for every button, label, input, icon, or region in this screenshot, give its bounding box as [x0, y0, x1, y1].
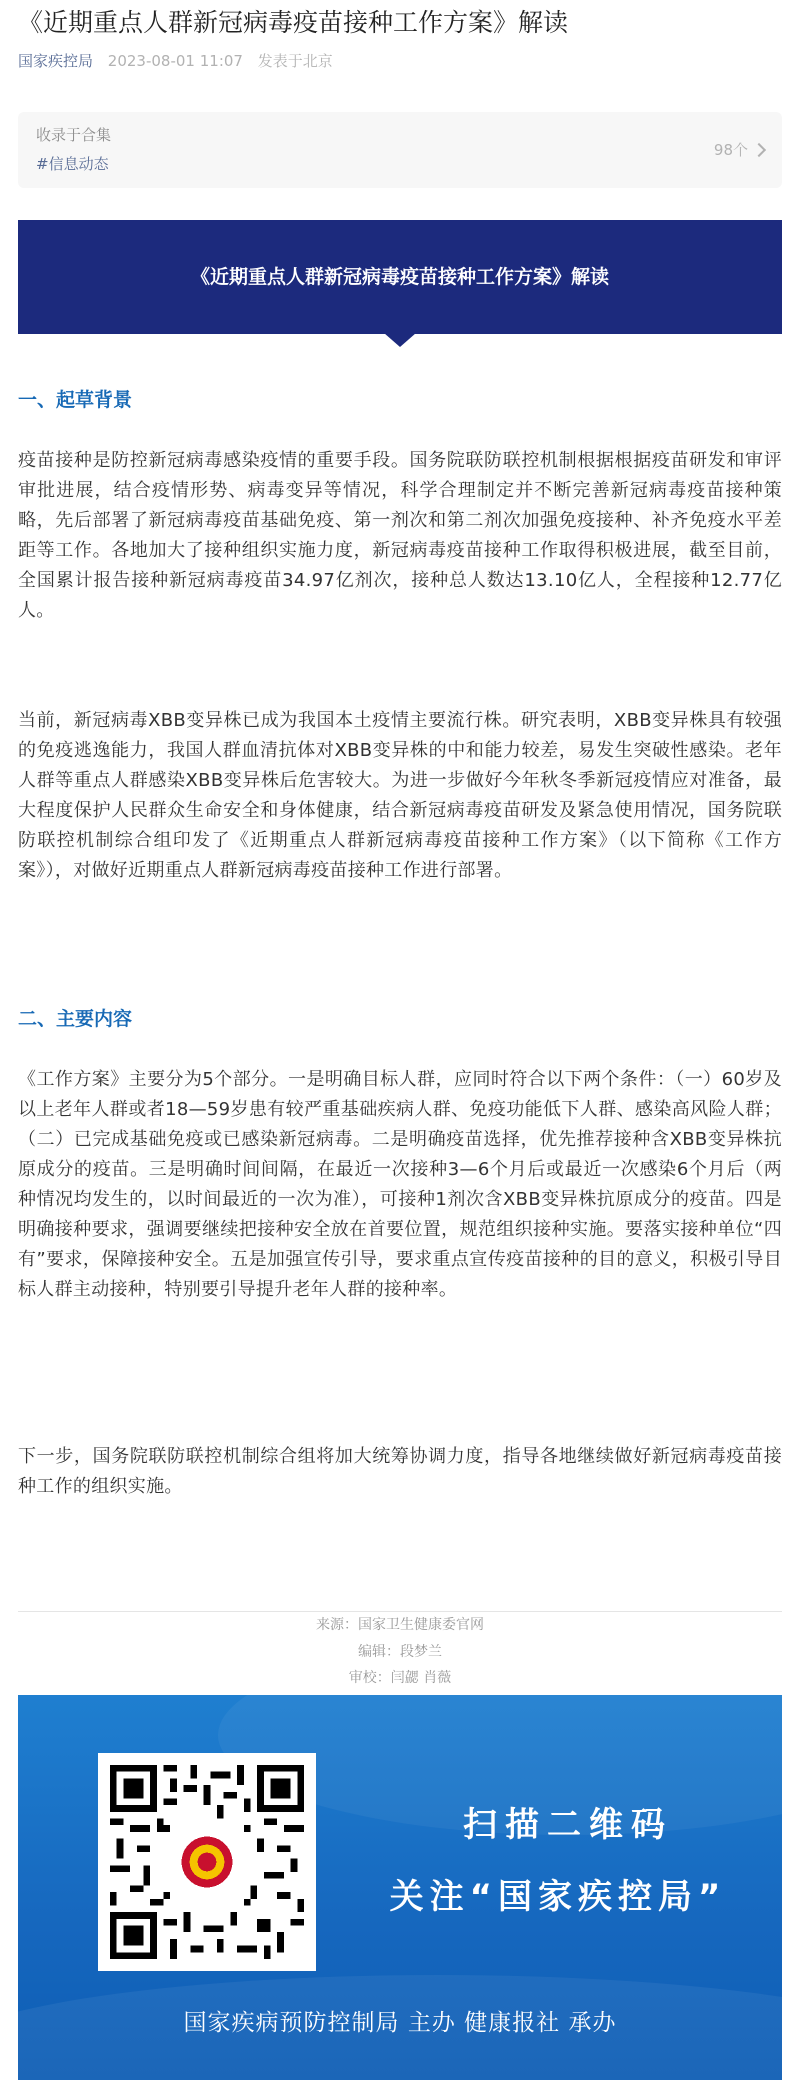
- banner-pointer-decoration: [384, 333, 416, 347]
- scan-qr-text: 扫描二维码: [463, 1805, 673, 1845]
- author-link[interactable]: 国家疾控局: [18, 52, 94, 70]
- footer-divider: [18, 1611, 782, 1612]
- paragraph: 下一步，国务院联防联控机制综合组将加大统筹协调力度，指导各地继续做好新冠病毒疫苗接种工作的组织实施。: [18, 1446, 782, 1497]
- article-title: 《近期重点人群新冠病毒疫苗接种工作方案》解读: [18, 8, 569, 37]
- section-heading-content: 二、主要内容: [18, 1008, 133, 1030]
- reviewer-credit: 审校：闫勰 肖薇: [348, 1670, 452, 1686]
- editor-credit: 编辑：段梦兰: [358, 1644, 442, 1660]
- chevron-right-icon: [752, 143, 766, 157]
- collection-label: 收录于合集: [36, 126, 112, 144]
- qr-code-icon: [110, 1765, 304, 1959]
- publish-location: 发表于北京: [257, 52, 333, 70]
- qr-code[interactable]: [98, 1753, 316, 1971]
- collection-tag[interactable]: #信息动态: [36, 155, 109, 173]
- collection-count: 98个: [713, 141, 748, 159]
- source-credit: 来源：国家卫生健康委官网: [316, 1617, 484, 1633]
- title-banner: [18, 220, 782, 334]
- paragraph: 《工作方案》主要分为5个部分。一是明确目标人群，应同时符合以下两个条件：（一）60岁及以上老年人群或者18—59岁患有较严重基础疾病人群、免疫功能低下人群、感染高风险人群；（二）已完成基础免疫或已感染新冠病毒。二是明确疫苗选择，优先推荐接种含XBB变异株抗原成分的疫苗。三是明确时间间隔，在最近一次接种3—6个月后或最近一次感染6个月后（两种情况均发生的，以时间最近的一次为准），可接种1剂次含XBB变异株抗原成分的疫苗。四是明确接种要求，强调要继续把接种安全放在首要位置，规范组织接种实施。要落实接种单位“四有”要求，保障接种安全。五是加强宣传引导，要求重点宣传疫苗接种的目的意义，积极引导目标人群主动接种，特别要引导提升老年人群的接种率。: [18, 1069, 782, 1300]
- section-heading-background: 一、起草背景: [18, 389, 133, 411]
- paragraph: 疫苗接种是防控新冠病毒感染疫情的重要手段。国务院联防联控机制根据根据疫苗研发和审评审批进展，结合疫情形势、病毒变异等情况，科学合理制定并不断完善新冠病毒疫苗接种策略，先后部署了新冠病毒疫苗基础免疫、第一剂次和第二剂次加强免疫接种、补齐免疫水平差距等工作。各地加大了接种组织实施力度，新冠病毒疫苗接种工作取得积极进展，截至目前，全国累计报告接种新冠病毒疫苗34.97亿剂次，接种总人数达13.10亿人，全程接种12.77亿人。: [18, 450, 782, 621]
- article-meta: [18, 50, 333, 72]
- banner-title: 《近期重点人群新冠病毒疫苗接种工作方案》解读: [190, 266, 609, 288]
- collection-card[interactable]: [18, 112, 782, 188]
- publish-time: 2023-08-01 11:07: [107, 52, 243, 70]
- sponsor-text: 国家疾病预防控制局 主办 健康报社 承办: [183, 2010, 617, 2036]
- follow-account-text: 关注“国家疾控局”: [389, 1877, 727, 1917]
- paragraph: 当前，新冠病毒XBB变异株已成为我国本土疫情主要流行株。研究表明，XBB变异株具有较强的免疫逃逸能力，我国人群血清抗体对XBB变异株的中和能力较差，易发生突破性感染。老年人群等重点人群感染XBB变异株后危害较大。为进一步做好今年秋冬季新冠疫情应对准备，最大程度保护人民群众生命安全和身体健康，结合新冠病毒疫苗研发及紧急使用情况，国务院联防联控机制综合组印发了《近期重点人群新冠病毒疫苗接种工作方案》（以下简称《工作方案》），对做好近期重点人群新冠病毒疫苗接种工作进行部署。: [18, 710, 782, 881]
- qr-follow-banner: [18, 1695, 782, 2080]
